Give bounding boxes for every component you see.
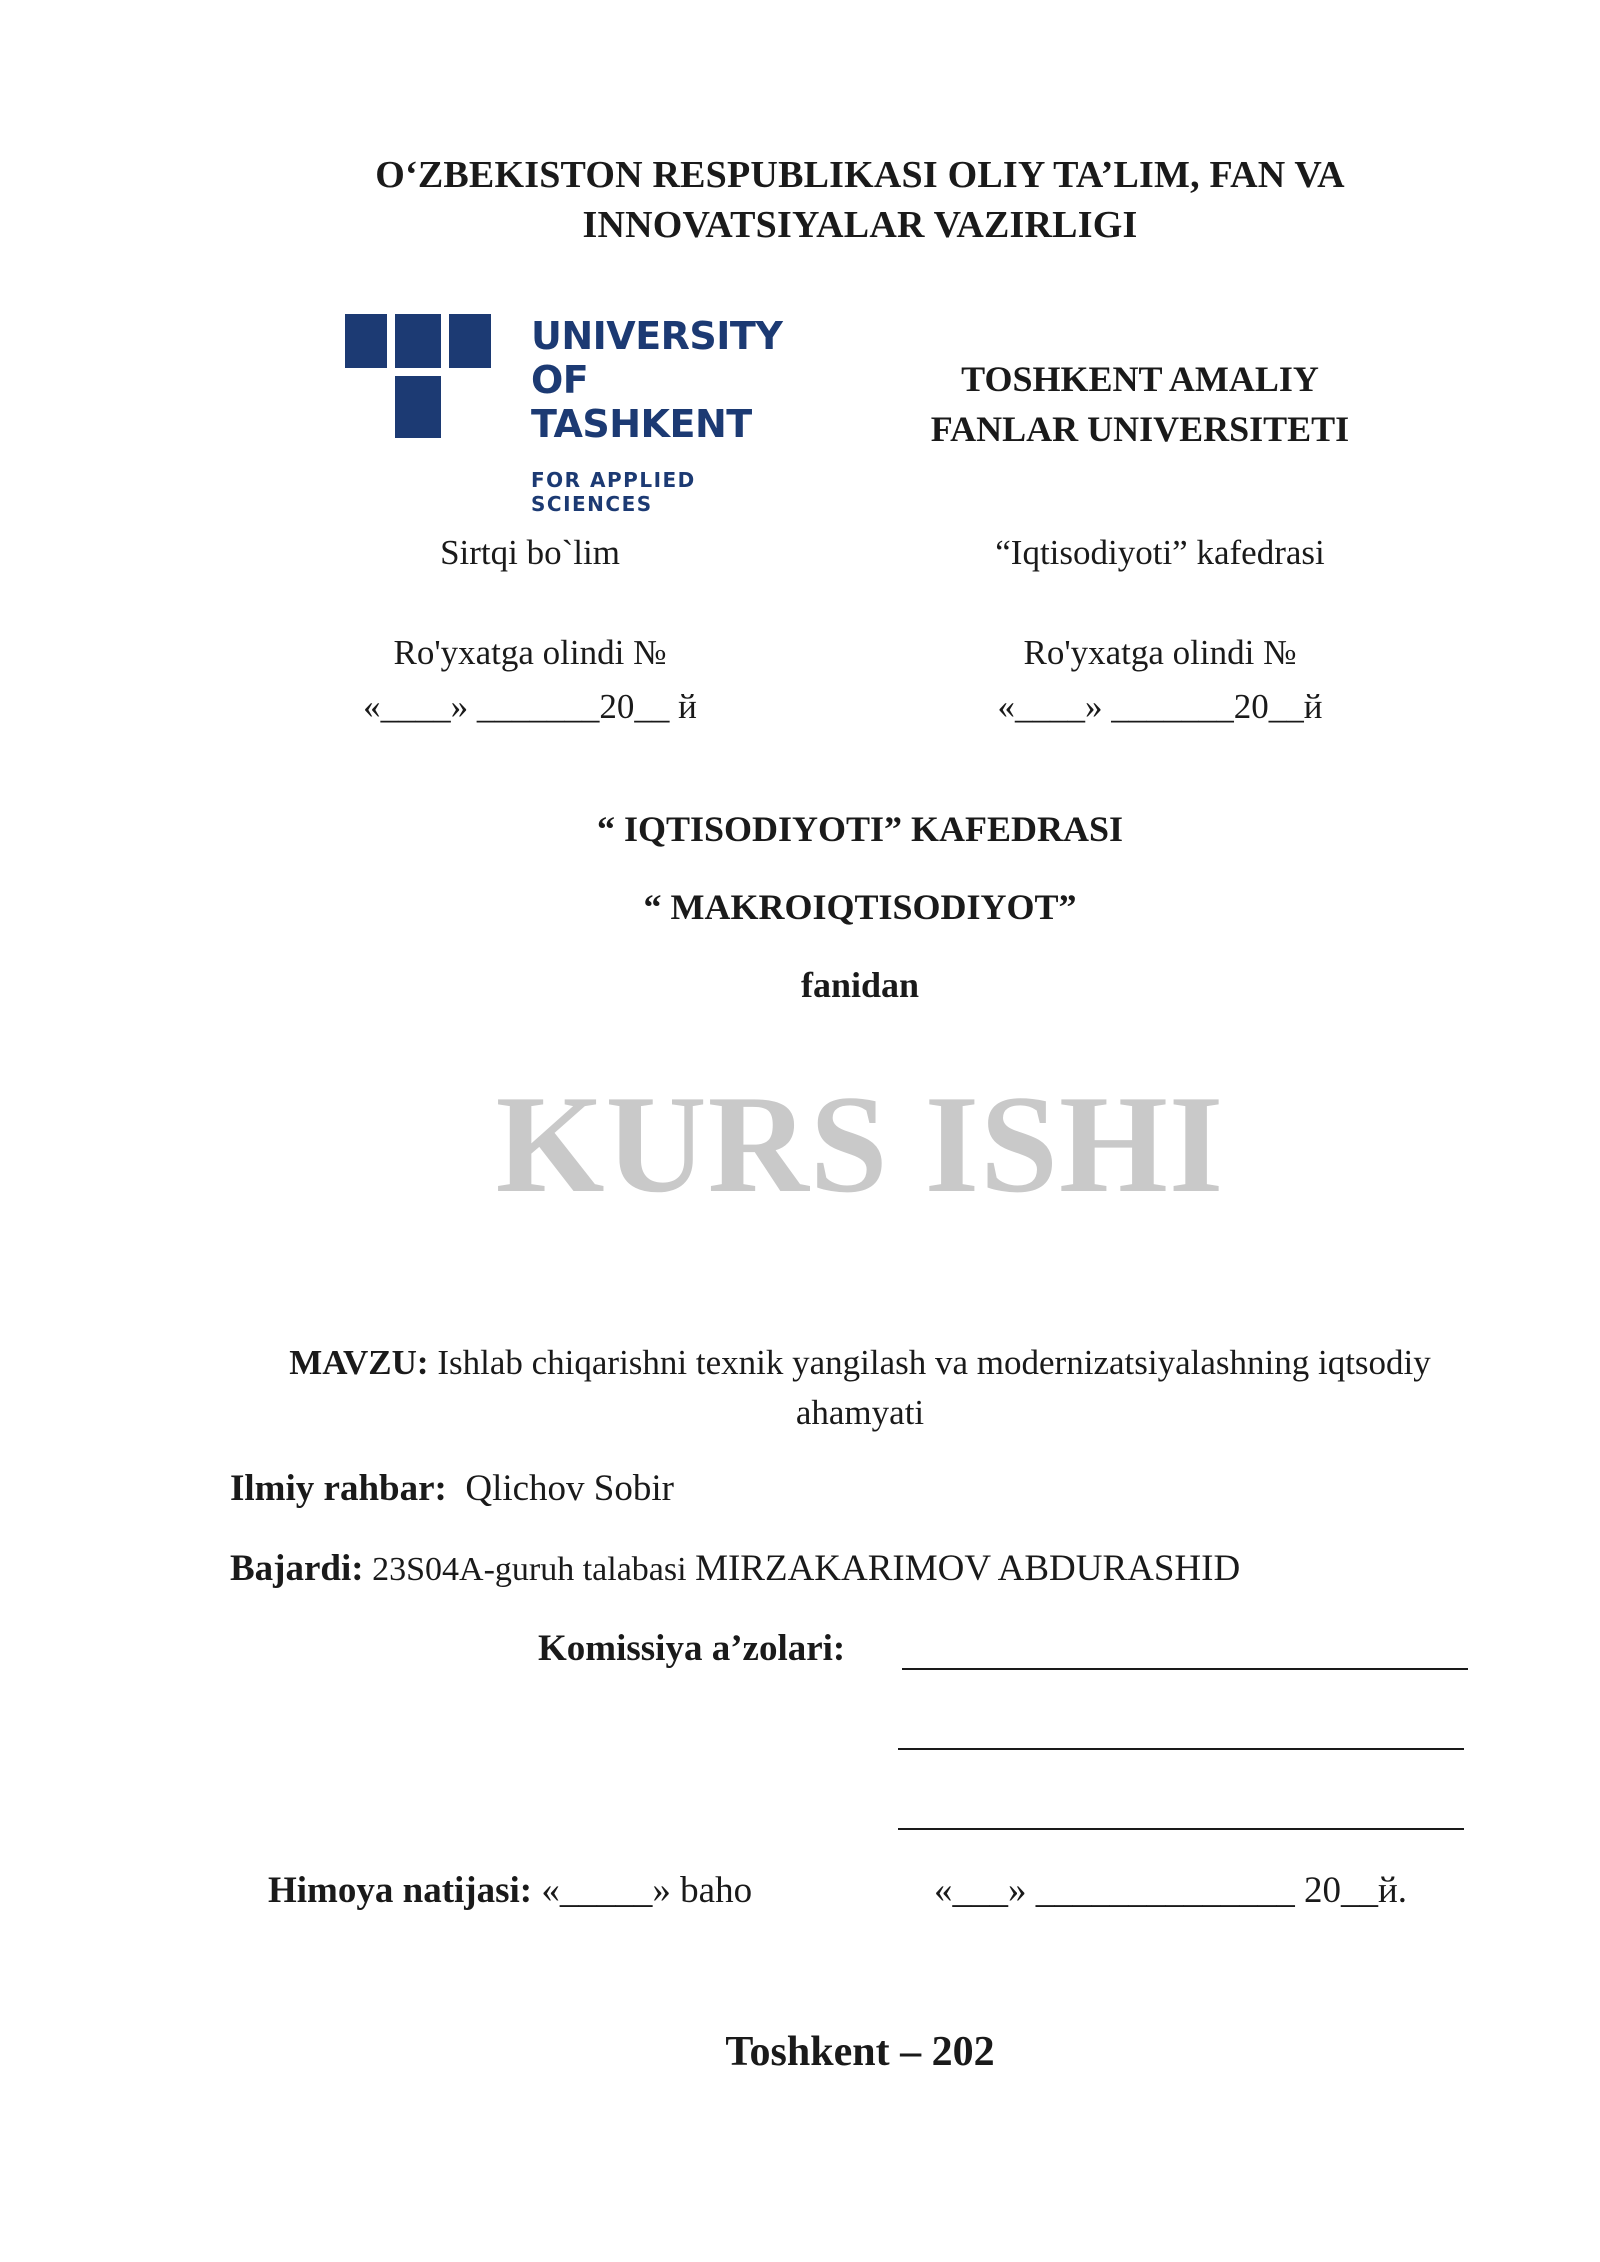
logo-line-university: UNIVERSITY — [531, 314, 783, 358]
logo-line-applied-sciences: FOR APPLIED SCIENCES — [531, 468, 696, 516]
university-name-line1: TOSHKENT AMALIY — [961, 359, 1319, 399]
logo-mark-icon — [345, 314, 491, 444]
city-year: Toshkent – 202 — [725, 2029, 995, 2075]
ministry-title-line1: O‘ZBEKISTON RESPUBLIKASI OLIY TA’LIM, FAN VA — [375, 154, 1345, 196]
university-name-line2: FANLAR UNIVERSITETI — [930, 409, 1350, 449]
supervisor-name: Qlichov Sobir — [465, 1468, 674, 1509]
performer-row — [230, 1544, 1240, 1595]
right-department: “Iqtisodiyoti” kafedrasi — [995, 533, 1325, 572]
right-registered-label: Ro'yxatga olindi № — [1023, 633, 1297, 672]
commission-signature-line-3 — [898, 1828, 1464, 1830]
topic-text: Ishlab chiqarishni texnik yangilash va modernizatsiyalashning iqtsodiy — [428, 1343, 1431, 1382]
ministry-title-line2: INNOVATSIYALAR VAZIRLIGI — [582, 204, 1138, 246]
defense-grade: «_____» baho — [532, 1870, 753, 1911]
ministry-title — [230, 150, 1490, 250]
topic-text-line2: ahamyati — [795, 1393, 925, 1432]
university-logo — [345, 314, 783, 516]
performer-name: MIRZAKARIMOV ABDURASHID — [695, 1548, 1241, 1589]
university-name — [880, 354, 1400, 454]
commission-signature-line-1 — [902, 1668, 1468, 1670]
supervisor-row — [230, 1464, 674, 1514]
supervisor-label: Ilmiy rahbar: — [230, 1468, 447, 1509]
kafedra-title: “ IQTISODIYOTI” KAFEDRASI — [596, 809, 1124, 849]
left-registered-label: Ro'yxatga olindi № — [393, 633, 667, 672]
defense-label: Himoya natijasi: — [268, 1870, 533, 1911]
defense-result-row — [268, 1866, 752, 1916]
left-department: Sirtqi bo`lim — [440, 533, 620, 572]
logo-line-of-tashkent: OF TASHKENT — [531, 358, 752, 446]
left-date-line: «____» _______20__ й — [363, 687, 697, 726]
work-type-title: KURS ISHI — [495, 1067, 1225, 1222]
topic-block — [220, 1338, 1500, 1438]
performer-label: Bajardi: — [230, 1548, 364, 1589]
commission-label: Komissiya a’zolari: — [538, 1628, 846, 1669]
right-date-line: «____» _______20__й — [997, 687, 1323, 726]
topic-label: MAVZU: — [289, 1343, 429, 1382]
logo-wordmark — [531, 314, 782, 516]
commission-signature-line-2 — [898, 1748, 1464, 1750]
topic-line1 — [220, 1338, 1500, 1388]
subject-title: “ MAKROIQTISODIYOT” — [643, 887, 1077, 927]
defense-date: «___» ______________ 20__й. — [934, 1870, 1408, 1911]
performer-group: 23S04A-guruh talabasi — [363, 1551, 696, 1588]
fanidan-label: fanidan — [800, 965, 920, 1005]
